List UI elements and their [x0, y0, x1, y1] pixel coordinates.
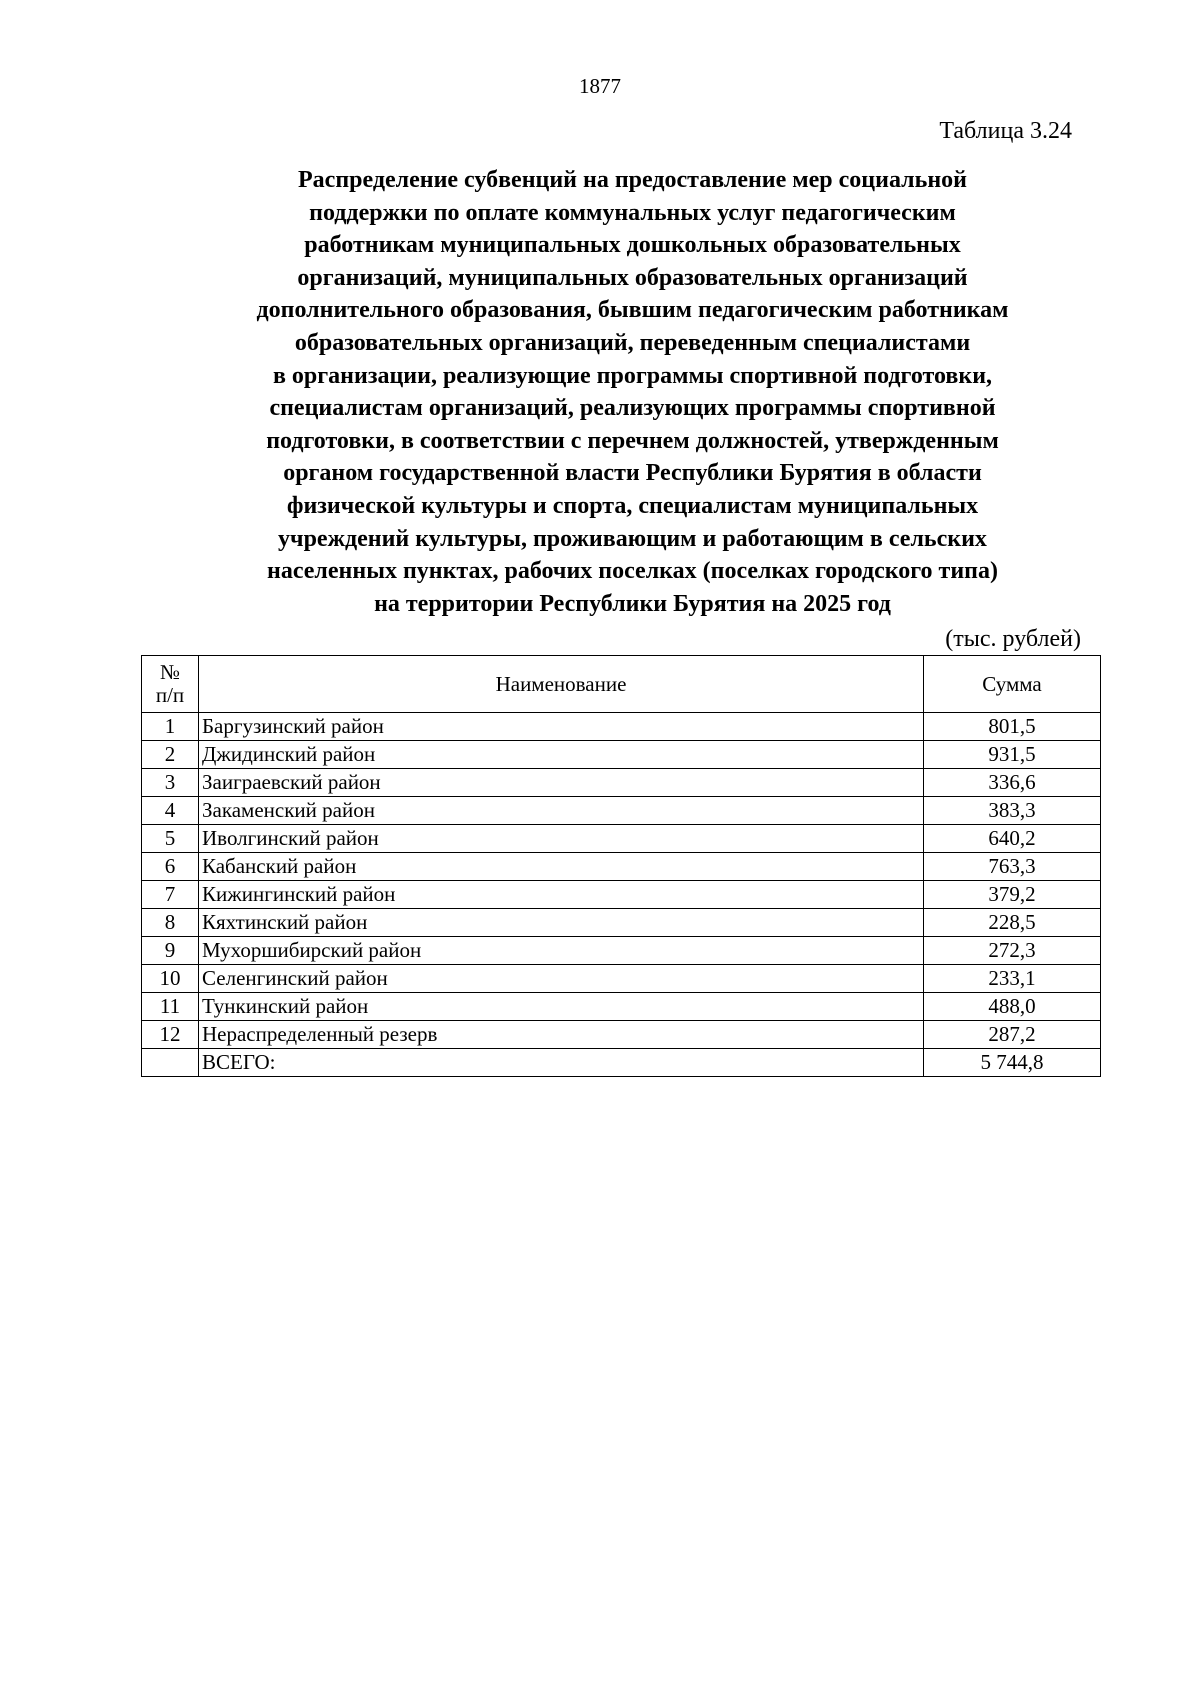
row-name: Кабанский район [199, 853, 924, 881]
row-name: Закаменский район [199, 797, 924, 825]
table-row [142, 741, 1101, 769]
title-line: подготовки, в соответствии с перечнем должностей, утвержденным [266, 427, 999, 454]
table-row [142, 853, 1101, 881]
title-line: специалистам организаций, реализующих программы спортивной [269, 395, 996, 422]
row-num: 4 [142, 797, 199, 825]
row-num: 2 [142, 741, 199, 769]
page-number: 1877 [579, 74, 621, 98]
title-line: организаций, муниципальных образовательных организаций [297, 264, 968, 291]
table-row [142, 769, 1101, 797]
units-label: (тыс. рублей) [945, 626, 1081, 652]
table-row [142, 713, 1101, 741]
row-name: Иволгинский район [199, 825, 924, 853]
row-sum: 228,5 [924, 909, 1101, 937]
table-row [142, 909, 1101, 937]
row-name: Баргузинский район [199, 713, 924, 741]
row-sum: 379,2 [924, 881, 1101, 909]
row-sum: 287,2 [924, 1021, 1101, 1049]
table-row [142, 937, 1101, 965]
row-num: 8 [142, 909, 199, 937]
row-num: 9 [142, 937, 199, 965]
title-line: поддержки по оплате коммунальных услуг педагогическим [309, 199, 956, 226]
row-num: 1 [142, 713, 199, 741]
document-title [175, 164, 1090, 620]
header-num-line2: п/п [155, 683, 185, 707]
header-sum: Сумма [924, 656, 1101, 713]
total-label: ВСЕГО: [199, 1049, 924, 1077]
total-sum: 5 744,8 [924, 1049, 1101, 1077]
title-line: населенных пунктах, рабочих поселках (поселках городского типа) [267, 558, 998, 585]
title-line: учреждений культуры, проживающим и работающим в сельских [278, 525, 987, 552]
row-num: 5 [142, 825, 199, 853]
title-line: органом государственной власти Республики Бурятия в области [283, 460, 982, 487]
row-sum: 763,3 [924, 853, 1101, 881]
row-num: 7 [142, 881, 199, 909]
header-num [142, 656, 199, 713]
row-sum: 272,3 [924, 937, 1101, 965]
row-sum: 233,1 [924, 965, 1101, 993]
title-line: Распределение субвенций на предоставление мер социальной [298, 167, 967, 193]
row-sum: 931,5 [924, 741, 1101, 769]
table-header-row [142, 656, 1101, 713]
title-line: работникам муниципальных дошкольных образовательных [304, 232, 961, 259]
title-line: образовательных организаций, переведенным специалистами [294, 329, 971, 356]
row-name: Заиграевский район [199, 769, 924, 797]
row-name: Нераспределенный резерв [199, 1021, 924, 1049]
row-num: 11 [142, 993, 199, 1021]
row-name: Тункинский район [199, 993, 924, 1021]
table-row [142, 965, 1101, 993]
row-name: Мухоршибирский район [199, 937, 924, 965]
row-name: Джидинский район [199, 741, 924, 769]
table-label: Таблица 3.24 [939, 118, 1072, 144]
header-name: Наименование [199, 656, 924, 713]
table-row [142, 993, 1101, 1021]
row-num: 3 [142, 769, 199, 797]
row-name: Кижингинский район [199, 881, 924, 909]
row-name: Кяхтинский район [199, 909, 924, 937]
header-num-line1: № [159, 660, 181, 684]
table-total-row [142, 1049, 1101, 1077]
table-row [142, 881, 1101, 909]
title-line: на территории Республики Бурятия на 2025 год [374, 590, 891, 617]
total-num [142, 1049, 199, 1077]
row-sum: 336,6 [924, 769, 1101, 797]
row-num: 10 [142, 965, 199, 993]
table-row [142, 825, 1101, 853]
title-line: физической культуры и спорта, специалистам муниципальных [286, 492, 979, 519]
row-num: 12 [142, 1021, 199, 1049]
row-num: 6 [142, 853, 199, 881]
row-name: Селенгинский район [199, 965, 924, 993]
table-row [142, 797, 1101, 825]
table-row [142, 1021, 1101, 1049]
row-sum: 488,0 [924, 993, 1101, 1021]
row-sum: 383,3 [924, 797, 1101, 825]
title-line: дополнительного образования, бывшим педагогическим работникам [256, 297, 1009, 324]
subsidy-table [141, 655, 1101, 1077]
title-line: в организации, реализующие программы спортивной подготовки, [272, 362, 993, 389]
row-sum: 640,2 [924, 825, 1101, 853]
row-sum: 801,5 [924, 713, 1101, 741]
